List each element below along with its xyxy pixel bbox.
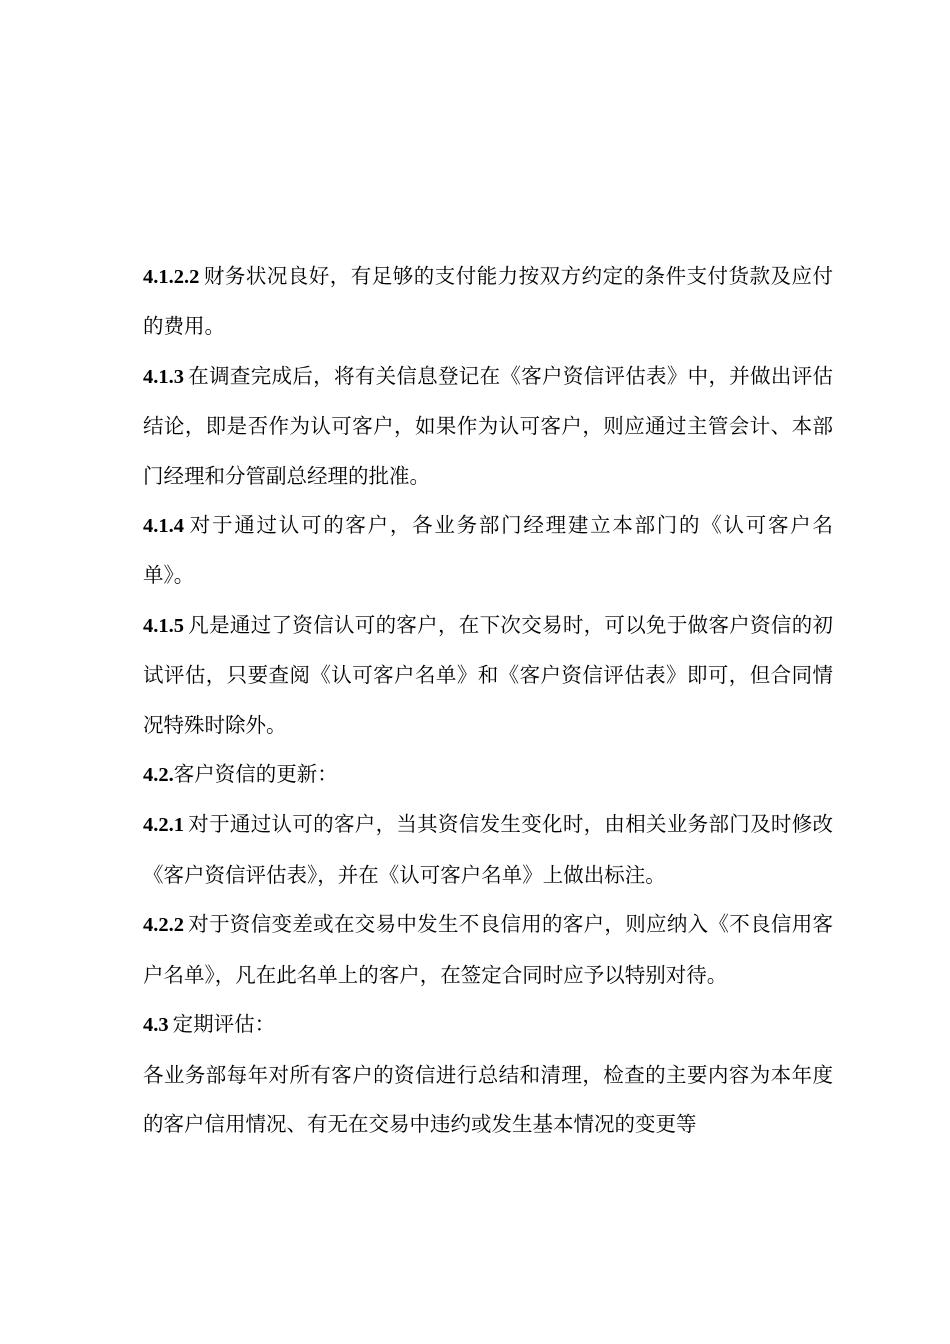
- heading-text: 客户资信的更新：: [173, 762, 338, 787]
- paragraph-4-1-3: [143, 352, 833, 501]
- section-number: 4.1.3: [143, 365, 184, 388]
- paragraph-text: 在调查完成后，将有关信息登记在《客户资信评估表》中，并做出评估结论，即是否作为认可客户，如果作为认可客户，则应通过主管会计、本部门经理和分管副总经理的批准。: [143, 363, 833, 488]
- heading-4-2: [143, 750, 833, 800]
- heading-4-3: [143, 1000, 833, 1050]
- paragraph-text: 凡是通过了资信认可的客户，在下次交易时，可以免于做客户资信的初试评估，只要查阅《认可客户名单》和《客户资信评估表》即可，但合同情况特殊时除外。: [143, 612, 833, 737]
- section-number: 4.1.5: [143, 614, 184, 637]
- paragraph-text: 对于通过认可的客户，当其资信发生变化时，由相关业务部门及时修改《客户资信评估表》，并在《认可客户名单》上做出标注。: [143, 812, 833, 887]
- section-number: 4.1.4: [143, 515, 184, 538]
- paragraph-text: 对于资信变差或在交易中发生不良信用的客户，则应纳入《不良信用客户名单》，凡在此名单上的客户，在签定合同时应予以特别对待。: [143, 912, 833, 987]
- paragraph-4-1-2-2: [143, 252, 833, 352]
- paragraph-4-2-2: [143, 900, 833, 1000]
- paragraph-text: 对于通过认可的客户，各业务部门经理建立本部门的《认可客户名单》。: [143, 513, 833, 588]
- section-number: 4.2.: [143, 764, 174, 787]
- paragraph-4-2-1: [143, 800, 833, 900]
- document-body: [143, 252, 833, 1149]
- paragraph-text: 各业务部每年对所有客户的资信进行总结和清理，检查的主要内容为本年度的客户信用情况、有无在交易中违约或发生基本情况的变更等: [143, 1062, 833, 1136]
- paragraph-4-1-5: [143, 601, 833, 750]
- paragraph-text: 财务状况良好，有足够的支付能力按双方约定的条件支付货款及应付的费用。: [143, 264, 833, 339]
- section-number: 4.2.2: [143, 914, 184, 937]
- paragraph-4-1-4: [143, 501, 833, 601]
- section-number: 4.3: [143, 1014, 169, 1037]
- heading-text: 定期评估：: [172, 1012, 276, 1037]
- section-number: 4.1.2.2: [143, 266, 200, 288]
- paragraph-annual-review: [143, 1051, 833, 1150]
- section-number: 4.2.1: [143, 814, 184, 837]
